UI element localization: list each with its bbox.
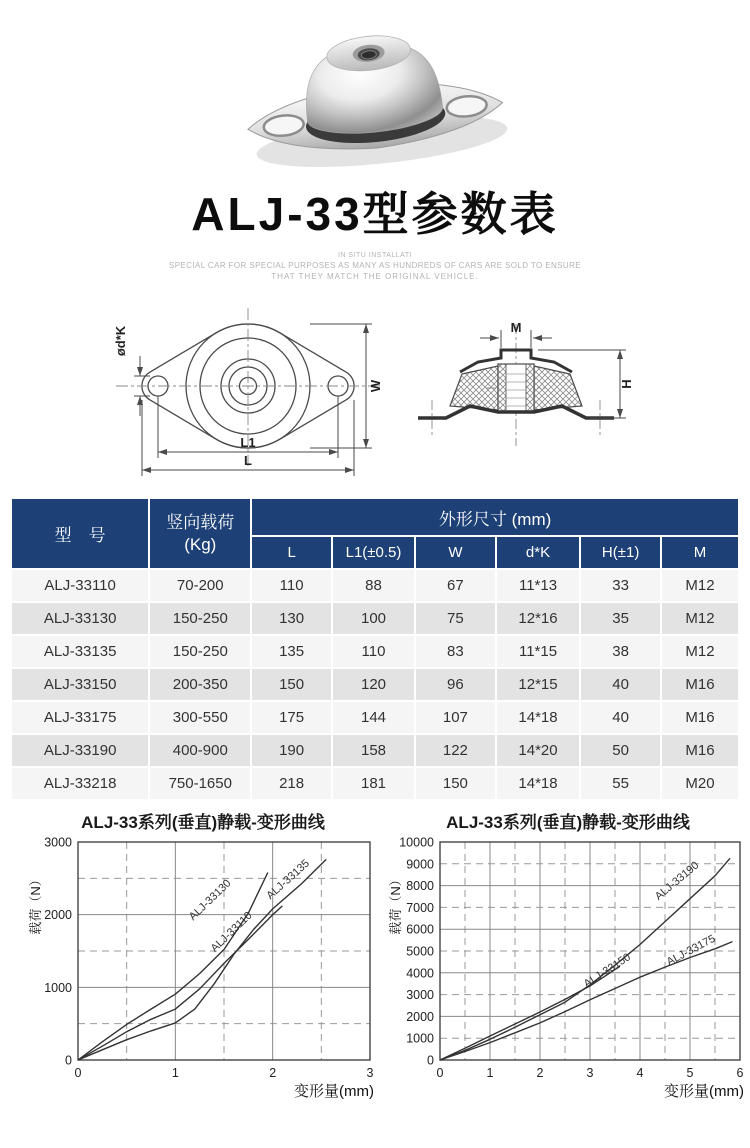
chart-canvas — [28, 832, 378, 1104]
value-cell: 67 — [415, 569, 496, 602]
series-label: ALJ-33130 — [186, 877, 234, 923]
value-cell: 120 — [332, 668, 415, 701]
model-cell: ALJ-33130 — [11, 602, 149, 635]
col-header-W: W — [415, 536, 496, 569]
value-cell: 11*15 — [496, 635, 580, 668]
chart-title: ALJ-33系列(垂直)静载-变形曲线 — [81, 813, 325, 832]
col-header-M: M — [661, 536, 739, 569]
value-cell: 100 — [332, 602, 415, 635]
x-tick-label: 4 — [636, 1066, 644, 1080]
dim-label-l1: L1 — [240, 435, 256, 450]
value-cell: 122 — [415, 734, 496, 767]
y-axis-label: 载荷（N） — [388, 873, 403, 935]
table-row — [11, 734, 739, 767]
value-cell: 218 — [251, 767, 332, 800]
value-cell: 12*16 — [496, 602, 580, 635]
spec-table-body — [11, 569, 739, 800]
series-line-ALJ-33130 — [78, 873, 268, 1061]
value-cell: 88 — [332, 569, 415, 602]
value-cell: 14*18 — [496, 701, 580, 734]
product-photo — [225, 6, 525, 174]
y-tick-label: 7000 — [406, 900, 434, 915]
value-cell: 130 — [251, 602, 332, 635]
tagline-line: IN SITU INSTALLATI — [337, 252, 413, 259]
model-cell: ALJ-33110 — [11, 569, 149, 602]
tagline — [0, 252, 750, 281]
col-header-L: L — [251, 536, 332, 569]
table-row — [11, 602, 739, 635]
value-cell: 144 — [332, 701, 415, 734]
value-cell: M16 — [661, 734, 739, 767]
value-cell: 150-250 — [149, 602, 251, 635]
y-tick-label: 5000 — [406, 944, 434, 959]
y-axis-label: 载荷（N） — [28, 873, 43, 935]
table-row — [11, 668, 739, 701]
value-cell: M16 — [661, 701, 739, 734]
model-cell: ALJ-33175 — [11, 701, 149, 734]
value-cell: 96 — [415, 668, 496, 701]
chart-title: ALJ-33系列(垂直)静载-变形曲线 — [446, 813, 690, 832]
chart-canvas-mount — [28, 832, 378, 1109]
value-cell: M12 — [661, 602, 739, 635]
x-tick-label: 2 — [536, 1066, 544, 1080]
y-tick-label: 0 — [65, 1053, 72, 1068]
col-header-L1: L1(±0.5) — [332, 536, 415, 569]
drawing-top-view — [98, 296, 388, 488]
x-tick-label: 0 — [74, 1066, 82, 1080]
x-axis-label: 变形量(mm) — [294, 1083, 374, 1100]
series-label: ALJ-33110 — [208, 909, 255, 955]
x-tick-label: 6 — [736, 1066, 744, 1080]
page-title: ALJ-33型参数表 — [191, 188, 559, 240]
col-header-dims-group: 外形尺寸 (mm) — [251, 498, 739, 536]
dim-label-dk: ød*K — [113, 325, 128, 357]
value-cell: 35 — [580, 602, 661, 635]
y-tick-label: 4000 — [406, 966, 434, 981]
value-cell: 12*15 — [496, 668, 580, 701]
col-header-model: 型 号 — [11, 498, 149, 569]
value-cell: 190 — [251, 734, 332, 767]
y-tick-label: 10000 — [399, 835, 434, 850]
chart-canvas — [388, 832, 748, 1104]
col-header-load-line1: 竖向载荷 — [166, 513, 235, 533]
value-cell: 110 — [251, 569, 332, 602]
col-header-load — [149, 498, 251, 569]
spec-table — [10, 497, 740, 801]
value-cell: 300-550 — [149, 701, 251, 734]
value-cell: 158 — [332, 734, 415, 767]
value-cell: 33 — [580, 569, 661, 602]
value-cell: 110 — [332, 635, 415, 668]
table-row — [11, 701, 739, 734]
y-tick-label: 6000 — [406, 922, 434, 937]
series-label: ALJ-33190 — [652, 859, 702, 903]
col-header-load-line2: (Kg) — [184, 534, 217, 554]
value-cell: 40 — [580, 701, 661, 734]
model-cell: ALJ-33218 — [11, 767, 149, 800]
series-label: ALJ-33135 — [264, 857, 312, 903]
drawing-side-view — [398, 318, 638, 453]
side-view-body — [418, 350, 614, 418]
tagline-line: THAT THEY MATCH THE ORIGINAL VEHICLE. — [271, 272, 479, 281]
series-label: ALJ-33150 — [581, 951, 633, 991]
model-cell: ALJ-33150 — [11, 668, 149, 701]
x-tick-label: 3 — [586, 1066, 594, 1080]
value-cell: 14*20 — [496, 734, 580, 767]
x-tick-label: 5 — [686, 1066, 694, 1080]
x-tick-label: 1 — [486, 1066, 494, 1080]
value-cell: M12 — [661, 635, 739, 668]
value-cell: 150 — [251, 668, 332, 701]
x-tick-label: 0 — [436, 1066, 444, 1080]
y-tick-label: 8000 — [406, 879, 434, 894]
dim-label-w: W — [368, 379, 383, 393]
value-cell: 181 — [332, 767, 415, 800]
x-axis-label: 变形量(mm) — [664, 1083, 744, 1100]
value-cell: 750-1650 — [149, 767, 251, 800]
tagline-line: SPECIAL CAR FOR SPECIAL PURPOSES AS MANY AS HUNDREDS OF CARS ARE SOLD TO ENSURE — [169, 261, 581, 270]
value-cell: 50 — [580, 734, 661, 767]
table-row — [11, 767, 739, 800]
y-tick-label: 1000 — [406, 1031, 434, 1046]
x-tick-label: 1 — [171, 1066, 179, 1080]
value-cell: 14*18 — [496, 767, 580, 800]
value-cell: 150-250 — [149, 635, 251, 668]
dim-label-h: H — [619, 379, 634, 389]
y-tick-label: 3000 — [44, 835, 72, 850]
value-cell: 135 — [251, 635, 332, 668]
table-row — [11, 635, 739, 668]
col-header-dK: d*K — [496, 536, 580, 569]
y-tick-label: 2000 — [406, 1009, 434, 1024]
chart-canvas-mount — [388, 832, 748, 1109]
value-cell: 107 — [415, 701, 496, 734]
value-cell: 40 — [580, 668, 661, 701]
y-tick-label: 1000 — [44, 980, 72, 995]
dim-label-l: L — [244, 453, 252, 468]
series-label: ALJ-33175 — [664, 932, 718, 969]
chart-right — [388, 808, 748, 1109]
value-cell: 55 — [580, 767, 661, 800]
value-cell: 83 — [415, 635, 496, 668]
value-cell: 175 — [251, 701, 332, 734]
series-line-ALJ-33135 — [78, 859, 326, 1060]
value-cell: 75 — [415, 602, 496, 635]
value-cell: M12 — [661, 569, 739, 602]
value-cell: M16 — [661, 668, 739, 701]
dimension-lines — [134, 324, 372, 476]
value-cell: 38 — [580, 635, 661, 668]
y-tick-label: 2000 — [44, 908, 72, 923]
y-tick-label: 3000 — [406, 988, 434, 1003]
x-tick-label: 3 — [366, 1066, 374, 1080]
model-cell: ALJ-33190 — [11, 734, 149, 767]
value-cell: M20 — [661, 767, 739, 800]
value-cell: 11*13 — [496, 569, 580, 602]
y-tick-label: 9000 — [406, 857, 434, 872]
table-row — [11, 569, 739, 602]
chart-left — [28, 808, 378, 1109]
value-cell: 200-350 — [149, 668, 251, 701]
value-cell: 400-900 — [149, 734, 251, 767]
value-cell: 150 — [415, 767, 496, 800]
value-cell: 70-200 — [149, 569, 251, 602]
dim-label-m: M — [510, 320, 522, 335]
spec-table-wrap — [10, 497, 740, 801]
x-tick-label: 2 — [269, 1066, 277, 1080]
y-tick-label: 0 — [427, 1053, 434, 1068]
col-header-H: H(±1) — [580, 536, 661, 569]
model-cell: ALJ-33135 — [11, 635, 149, 668]
